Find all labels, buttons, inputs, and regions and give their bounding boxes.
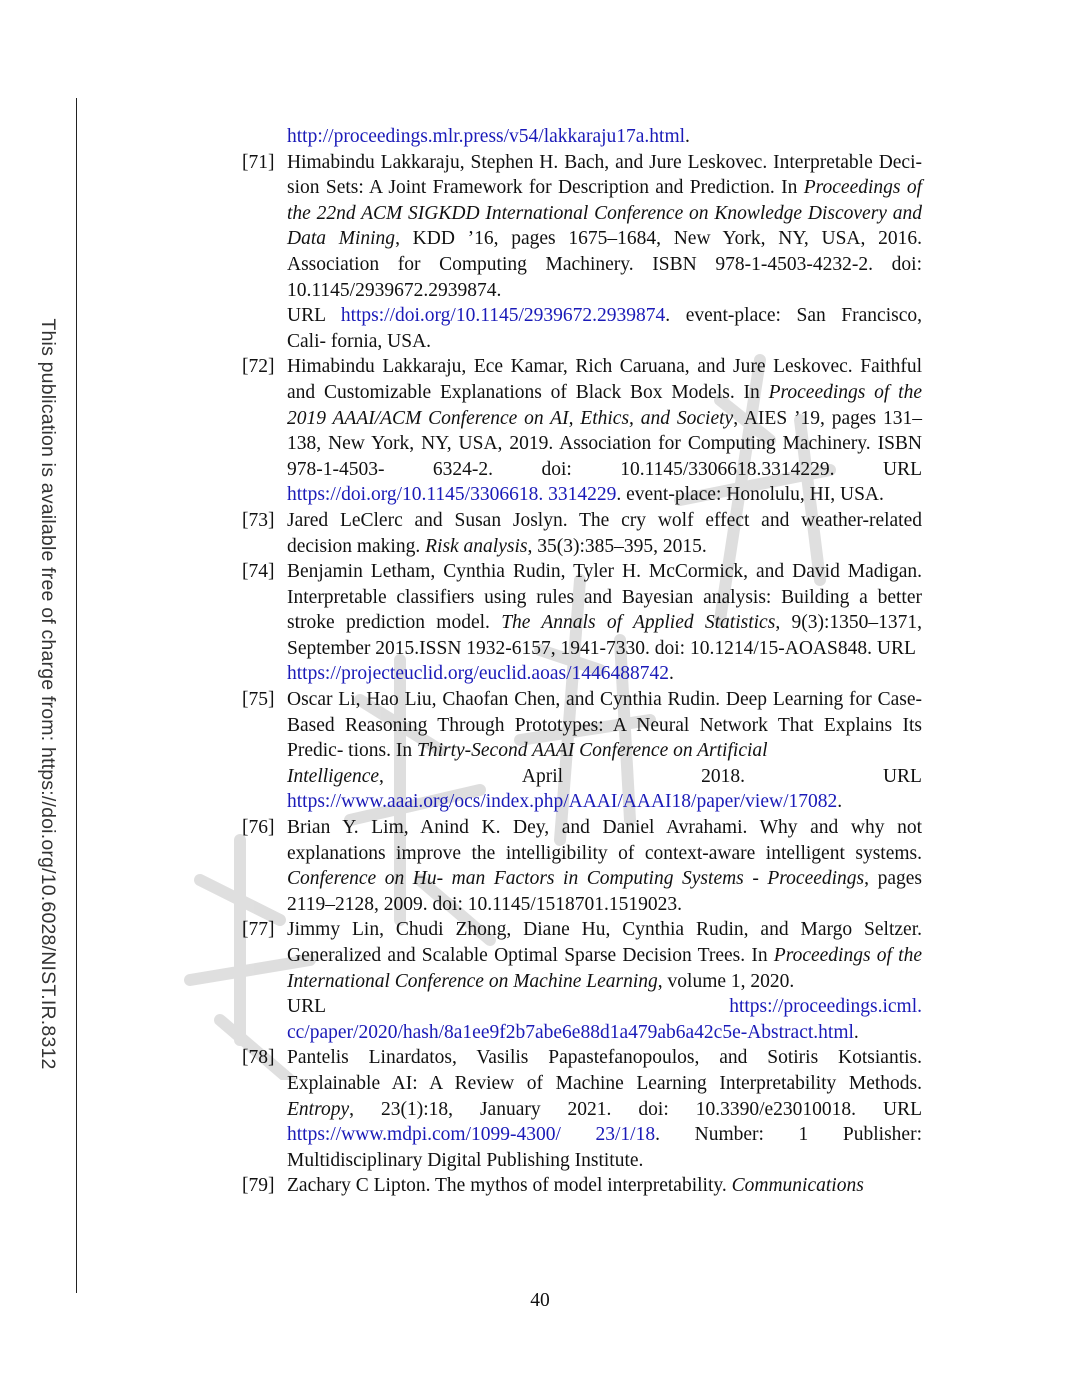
reference-text: , pages 2119–2128, 2009. doi: 10.1145/1518701.1519023. xyxy=(287,868,922,915)
reference-text: , 23(1):18, January 2021. doi: 10.3390/e23010018. URL xyxy=(349,1098,922,1120)
reference-number: [79] xyxy=(242,1175,275,1197)
reference-76 xyxy=(242,815,922,917)
reference-text: April xyxy=(521,765,564,787)
reference-venue: Thirty-Second AAAI Conference on Artificial xyxy=(416,740,768,762)
reference-venue: Proceedings of the 22nd ACM SIGKDD International Conference on Knowledge Discovery and Data Mining xyxy=(287,177,922,250)
reference-text: 2018. xyxy=(701,765,745,787)
reference-text: Zachary C Lipton. The mythos of model interpretability. xyxy=(287,1175,732,1197)
reference-number: [76] xyxy=(242,817,275,839)
reference-79 xyxy=(242,1173,922,1199)
reference-number: [71] xyxy=(242,151,275,173)
reference-venue: Risk analysis xyxy=(425,535,528,557)
reference-text: Himabindu Lakkaraju, Ece Kamar, Rich Caruana, and Jure Leskovec. Faithful and Customizable Explanations of Black Box Models. In xyxy=(287,356,922,403)
reference-number: [72] xyxy=(242,356,275,378)
reference-72 xyxy=(242,354,922,508)
reference-text: , KDD ’16, pages 1675–1684, New York, NY, USA, 2016. Association for Computing Machinery. ISBN 978-1-4503-4232-2. doi: 10.1145/2939672.2939874. xyxy=(287,228,922,301)
reference-74 xyxy=(242,559,922,687)
reference-73 xyxy=(242,508,922,559)
reference-link[interactable]: https://www.mdpi.com/1099-4300/ 23/1/18 xyxy=(287,1124,656,1146)
reference-number: [77] xyxy=(242,919,275,941)
reference-venue: Intelligence xyxy=(287,765,380,787)
reference-78 xyxy=(242,1045,922,1173)
reference-text: Jimmy Lin, Chudi Zhong, Diane Hu, Cynthia Rudin, and Margo Seltzer. Generalized and Scalable Optimal Sparse Decision Trees. In xyxy=(287,919,922,966)
reference-text: Pantelis Linardatos, Vasilis Papastefanopoulos, and Sotiris Kotsiantis. Explainable AI: A Review of Machine Learning Interpretability Methods. xyxy=(287,1047,922,1094)
availability-side-note: This publication is available free of charge from: https://doi.org/10.6028/NIST.IR.8312 xyxy=(37,318,59,1070)
reference-link[interactable]: cc/paper/2020/hash/8a1ee9f2b7abe6e88d1a479ab6a42c5e-Abstract.html xyxy=(287,1021,854,1043)
reference-77 xyxy=(242,917,922,1045)
reference-71 xyxy=(242,150,922,355)
reference-text: Brian Y. Lim, Anind K. Dey, and Daniel Avrahami. Why and why not explanations improve the intelligibility of context-aware intelligent systems. xyxy=(287,817,922,864)
reference-venue: Entropy xyxy=(287,1098,350,1120)
reference-text: , volume 1, 2020. xyxy=(657,970,795,992)
page-number: 40 xyxy=(530,1290,550,1311)
reference-link[interactable]: http://proceedings.mlr.press/v54/lakkaraju17a.html xyxy=(287,126,686,147)
reference-venue: The Annals of Applied Statistics xyxy=(501,612,776,634)
reference-text: . xyxy=(668,663,674,685)
reference-link[interactable]: https://doi.org/10.1145/2939672.2939874 xyxy=(340,305,666,327)
reference-text: . xyxy=(853,1021,859,1043)
reference-link[interactable]: https://proceedings.icml. xyxy=(729,996,922,1018)
reference-spread-line xyxy=(287,994,922,1020)
reference-venue: Conference on Hu- man Factors in Computing Systems - Proceedings xyxy=(287,868,865,890)
reference-text: Jared LeClerc and Susan Joslyn. The cry wolf effect and weather-related decision making. xyxy=(287,509,922,557)
references-list xyxy=(242,124,922,1199)
reference-text: . event-place: Honolulu, HI, USA. xyxy=(616,484,884,506)
reference-number: [74] xyxy=(242,561,275,583)
reference-text: , 9(3):1350–1371, September 2015.ISSN 1932-6157, 1941-7330. doi: 10.1214/15-AOAS848. URL xyxy=(287,612,923,659)
reference-text: Himabindu Lakkaraju, Stephen H. Bach, and Jure Leskovec. Interpretable Deci- sion Sets: A Joint Framework for Description and Prediction. In xyxy=(287,151,922,199)
reference-continuation: http://proceedings.mlr.press/v54/lakkaraju17a.html. xyxy=(287,126,690,147)
reference-text: . Number: 1 Publisher: Multidisciplinary Digital Publishing Institute. xyxy=(287,1124,922,1171)
reference-text: URL xyxy=(882,765,922,787)
reference-text: URL xyxy=(287,305,341,327)
reference-venue: Proceedings of the International Conference on Machine Learning xyxy=(287,945,922,992)
reference-text: . xyxy=(837,791,843,813)
reference-text: . event-place: San Francisco, Cali- fornia, USA. xyxy=(287,305,922,352)
reference-venue: Proceedings of the 2019 AAAI/ACM Conference on AI, Ethics, and Society xyxy=(287,381,922,429)
reference-link[interactable]: https://projecteuclid.org/euclid.aoas/1446488742 xyxy=(287,663,669,685)
reference-venue: Communications xyxy=(731,1175,864,1197)
reference-text: , xyxy=(379,765,384,787)
reference-number: [78] xyxy=(242,1047,275,1069)
reference-text: Benjamin Letham, Cynthia Rudin, Tyler H. McCormick, and David Madigan. Interpretable classifiers using rules and Bayesian analysis: Building a better stroke prediction model. xyxy=(287,561,922,634)
reference-75 xyxy=(242,687,922,815)
reference-number: [75] xyxy=(242,689,275,711)
reference-text: Oscar Li, Hao Liu, Chaofan Chen, and Cynthia Rudin. Deep Learning for Case- Based Reasoning Through Prototypes: A Neural Network That Explains Its Predic- tions. In xyxy=(287,689,922,762)
left-margin-rule xyxy=(76,98,77,1293)
reference-text: , 35(3):385–395, 2015. xyxy=(527,535,707,557)
reference-link[interactable]: https://www.aaai.org/ocs/index.php/AAAI/AAAI18/paper/view/17082 xyxy=(287,791,838,813)
reference-link[interactable]: https://doi.org/10.1145/3306618. 3314229 xyxy=(287,484,617,506)
reference-text: URL xyxy=(287,996,326,1018)
reference-spread-line xyxy=(287,764,922,790)
reference-text: , AIES ’19, pages 131–138, New York, NY, USA, 2019. Association for Computing Machinery. ISBN 978-1-4503- 6324-2. doi: 10.1145/3306618.3314229. URL xyxy=(287,407,922,480)
reference-number: [73] xyxy=(242,509,275,531)
